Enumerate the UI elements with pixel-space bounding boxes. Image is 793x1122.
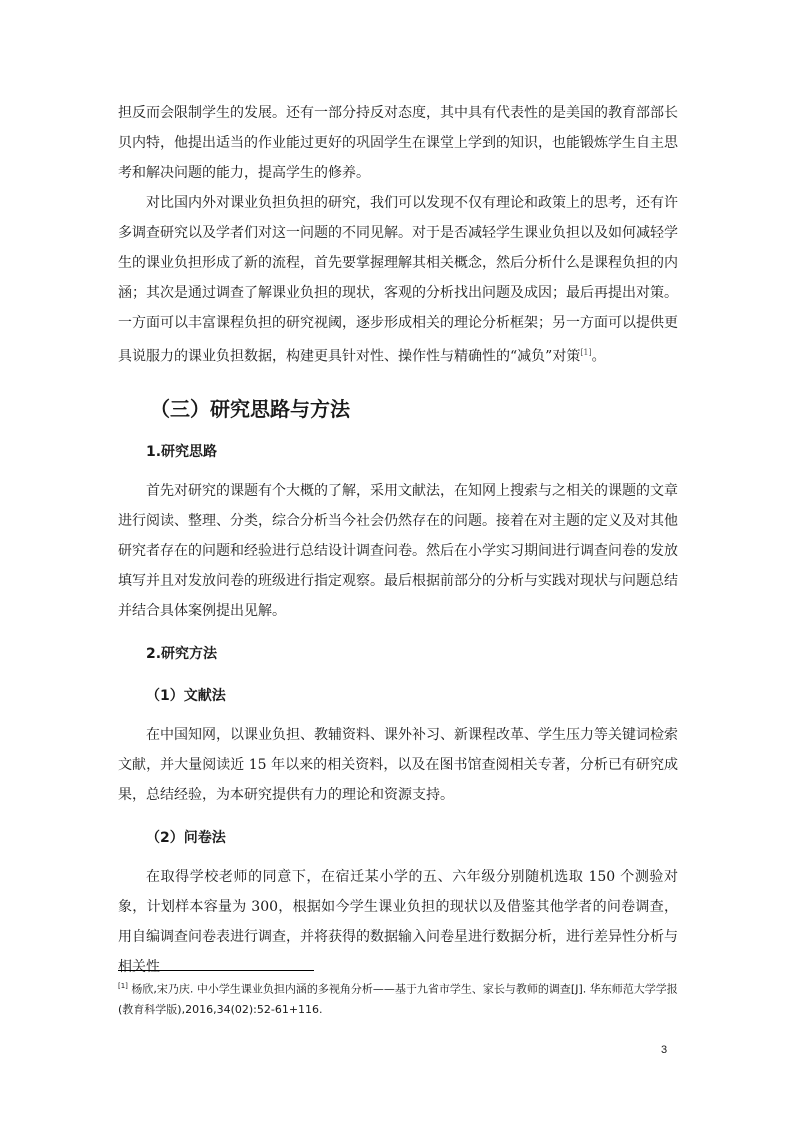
paragraph-questionnaire-method: 在取得学校老师的同意下，在宿迁某小学的五、六年级分别随机选取 150 个测验对象，计划样本容量为 300，根据如今学生课业负担的现状以及借鉴其他学者的问卷调查，用自编调查问卷表进行调查，并将获得的数据输入问卷星进行数据分析，进行差异性分析与相关性: [118, 868, 678, 975]
page-body: [118, 98, 678, 982]
paragraph-comparison-tail: 。: [591, 348, 606, 365]
footnote-text: 杨欣,宋乃庆. 中小学生课业负担内涵的多视角分析——基于九省市学生、家长与教师的调查[J]. 华东师范大学学报(教育科学版),2016,34(02):52-61+116.: [118, 982, 678, 1016]
citation-ref[interactable]: [1]: [580, 348, 592, 357]
paragraph-comparison-text: 对比国内外对课业负担负担的研究，我们可以发现不仅有理论和政策上的思考，还有许多调查研究以及学者们对这一问题的不同见解。对于是否减轻学生课业负担以及如何减轻学生的课业负担形成了新的流程，首先要掌握理解其相关概念，然后分析什么是课程负担的内涵；其次是通过调查了解课业负担的现状，客观的分析找出问题及成因；最后再提出对策。一方面可以丰富课程负担的研究视阈，逐步形成相关的理论分析框架；另一方面可以提供更具说服力的课业负担数据，构建更具针对性、操作性与精确性的“减负”对策: [118, 195, 678, 365]
footnote-divider: [118, 970, 314, 971]
subheading-questionnaire-method: （2）问卷法: [146, 829, 226, 846]
footnote: [118, 976, 678, 1020]
subheading-literature-method: （1）文献法: [146, 687, 226, 704]
section-heading: （三）研究思路与方法: [150, 396, 350, 421]
subheading-research-idea: 1.研究思路: [146, 443, 218, 460]
page-number: 3: [661, 1044, 668, 1056]
footnote-mark: [1]: [118, 982, 128, 990]
paragraph-research-idea: 首先对研究的课题有个大概的了解，采用文献法，在知网上搜索与之相关的课题的文章进行阅读、整理、分类，综合分析当今社会仍然存在的问题。接着在对主题的定义及对其他研究者存在的问题和经验进行总结设计调查问卷。然后在小学实习期间进行调查问卷的发放填写并且对发放问卷的班级进行指定观察。最后根据前部分的分析与实践对现状与问题总结并结合具体案例提出见解。: [118, 482, 678, 619]
paragraph-comparison: [118, 188, 678, 372]
subheading-research-method: 2.研究方法: [146, 645, 218, 662]
paragraph-continued: 担反而会限制学生的发展。还有一部分持反对态度，其中具有代表性的是美国的教育部部长贝内特，他提出适当的作业能过更好的巩固学生在课堂上学到的知识，也能锻炼学生自主思考和解决问题的能力，提高学生的修养。: [118, 105, 678, 181]
paragraph-literature-method: 在中国知网，以课业负担、教辅资料、课外补习、新课程改革、学生压力等关键词检索文献，并大量阅读近 15 年以来的相关资料，以及在图书馆查阅相关专著，分析已有研究成果，总结经验，为本研究提供有力的理论和资源支持。: [118, 726, 678, 803]
